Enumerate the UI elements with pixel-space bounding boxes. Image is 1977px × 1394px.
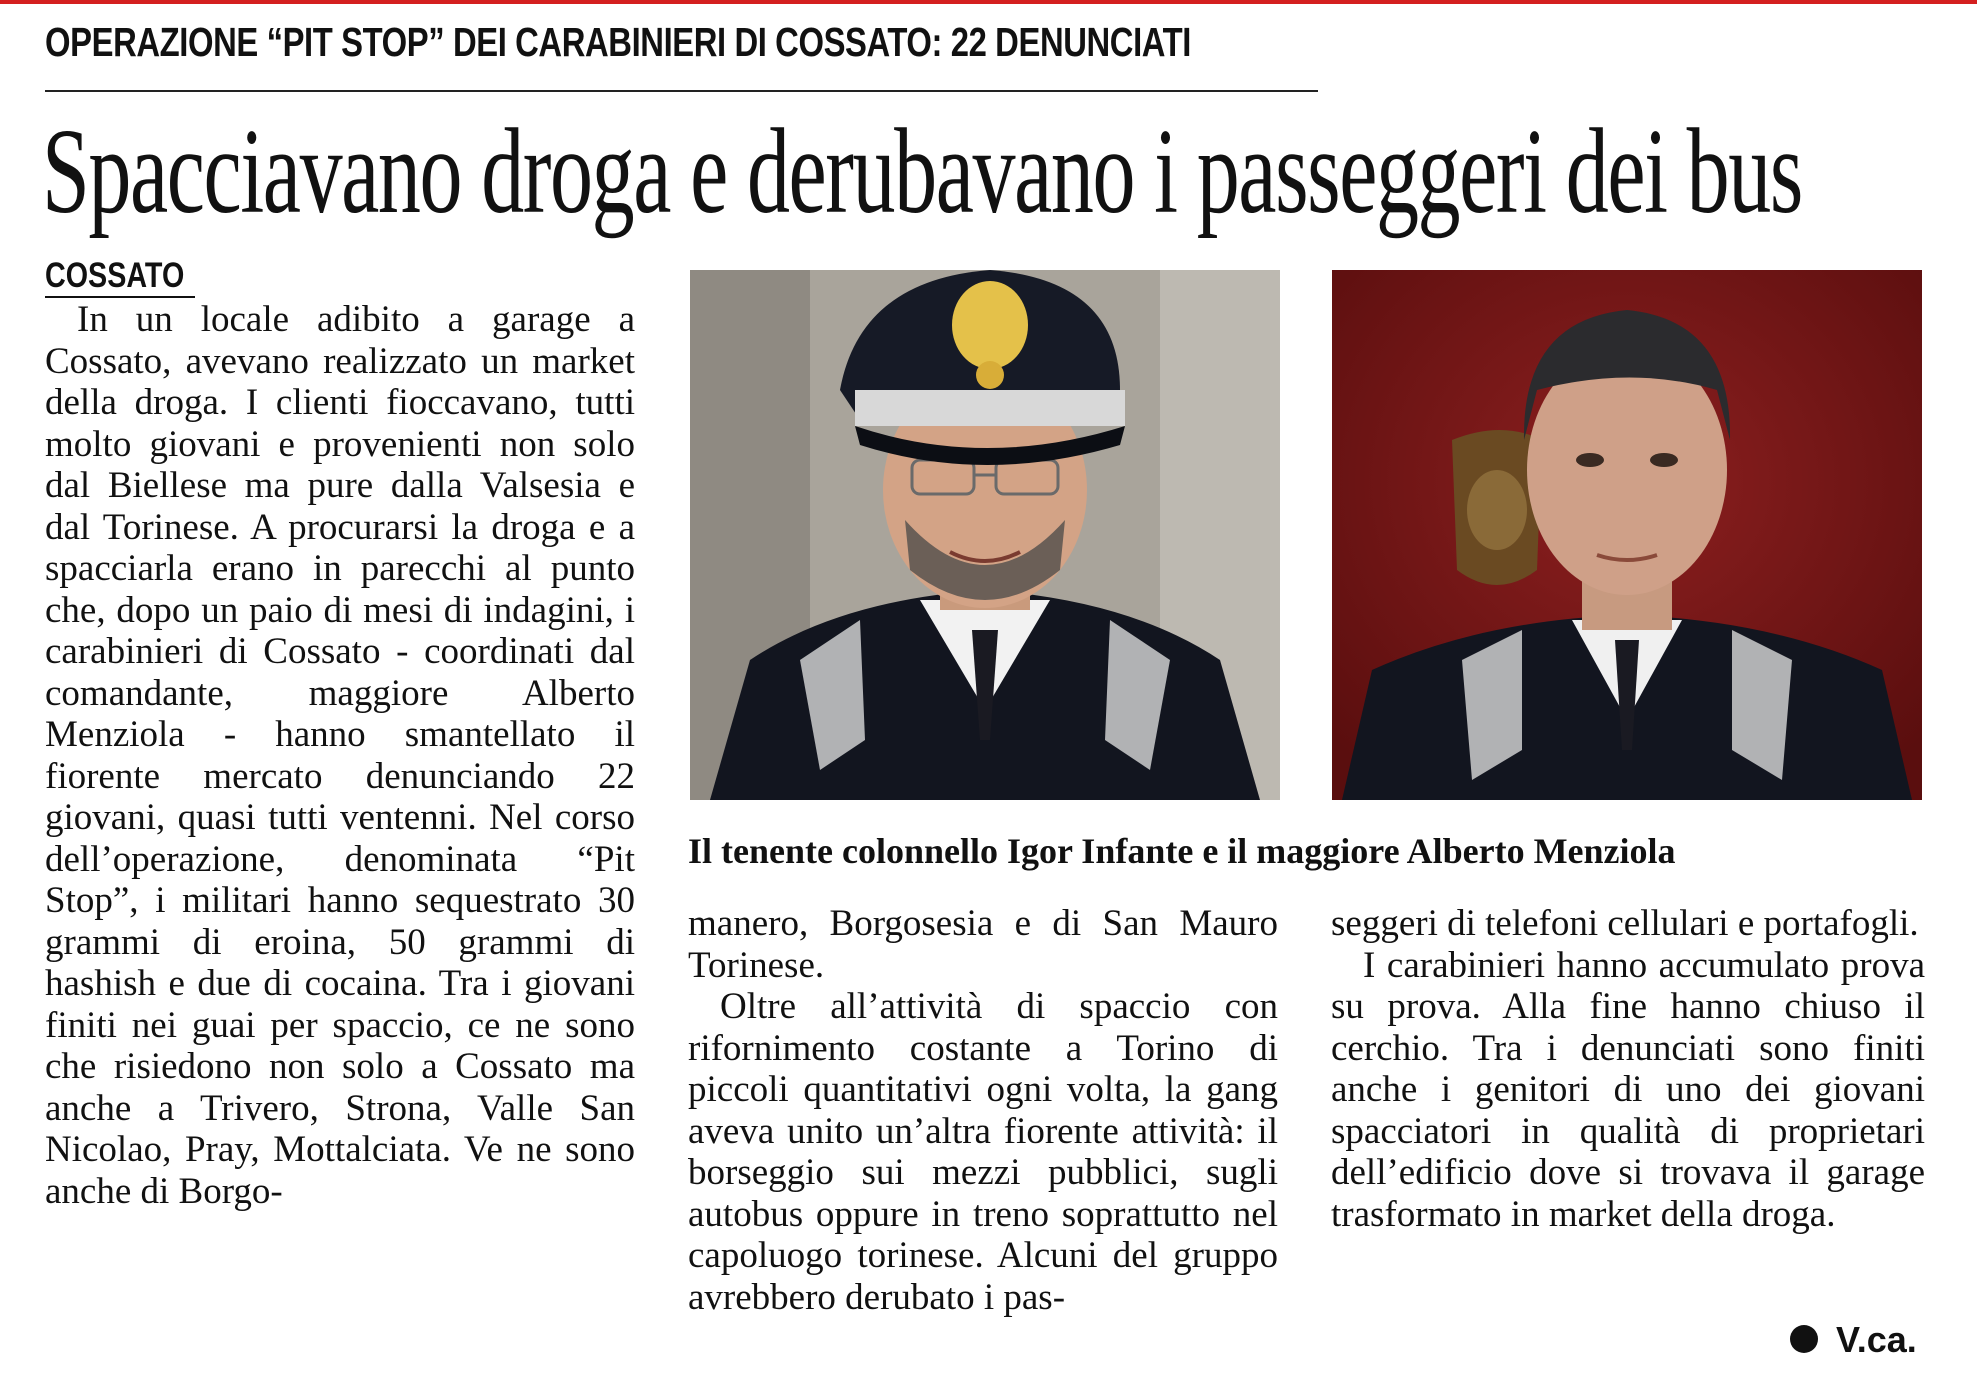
top-red-rule xyxy=(0,0,1977,4)
photo-caption: Il tenente colonnello Igor Infante e il maggiore Alberto Menziola xyxy=(688,831,1676,871)
paragraph: seggeri di telefoni cellulari e portafogli. xyxy=(1331,903,1919,944)
kicker-rule xyxy=(45,90,1318,92)
kicker: OPERAZIONE “PIT STOP” DEI CARABINIERI DI COSSATO: 22 DENUNCIATI xyxy=(45,19,1192,65)
byline-text: V.ca. xyxy=(1836,1319,1917,1360)
paragraph: I carabinieri hanno accumulato prova su prova. Alla fine hanno chiuso il cerchio. Tra i denunciati sono finiti anche i genitori di uno dei giovani spacciatori in qualità di proprietari dell’edificio dove si trovava il garage trasformato in market della droga. xyxy=(1331,944,1925,1235)
bullet-dot-icon xyxy=(1790,1325,1818,1353)
portrait-illustration-2 xyxy=(1332,270,1922,800)
paragraph: Oltre all’attività di spaccio con rifornimento costante a Torino di piccoli quantitativi ogni volta, la gang aveva unito un’altra fiorente attività: il borseggio sui mezzi pubblici, sugli autobus oppure in treno soprattutto nel capoluogo torinese. Alcuni del gruppo avrebbero derubato i pas- xyxy=(688,986,1278,1318)
article-column-3 xyxy=(1331,903,1925,1235)
article-column-1 xyxy=(45,299,635,1212)
byline xyxy=(1790,1318,1917,1362)
article-column-2 xyxy=(688,903,1278,1318)
headline: Spacciavano droga e derubavano i passeggeri dei bus xyxy=(42,104,1802,239)
photo-lieutenant-colonel xyxy=(690,270,1280,800)
paragraph: manero, Borgosesia e di San Mauro Torinese. xyxy=(688,903,1278,986)
paragraph: In un locale adibito a garage a Cossato, avevano realizzato un market della droga. I clienti fioccavano, tutti molto giovani e provenienti non solo dal Biellese ma pure dalla Valsesia e dal Torinese. A procurarsi la droga e a spacciarla erano in parecchi al punto che, dopo un paio di mesi di indagini, i carabinieri di Cossato - coordinati dal comandante, maggiore Alberto Menziola - hanno smantellato il fiorente mercato denunciando 22 giovani, quasi tutti ventenni. Nel corso dell’operazione, denominata “Pit Stop”, i militari hanno sequestrato 30 grammi di eroina, 50 grammi di hashish e due di cocaina. Tra i giovani finiti nei guai per spaccio, ce ne sono che risiedono non solo a Cossato ma anche a Trivero, Strona, Valle San Nicolao, Pray, Mottalciata. Ve ne sono anche di Borgo- xyxy=(45,299,635,1212)
dateline-rule xyxy=(45,296,195,298)
dateline: COSSATO xyxy=(45,256,185,295)
photo-major xyxy=(1332,270,1922,800)
portrait-illustration-1 xyxy=(690,270,1280,800)
